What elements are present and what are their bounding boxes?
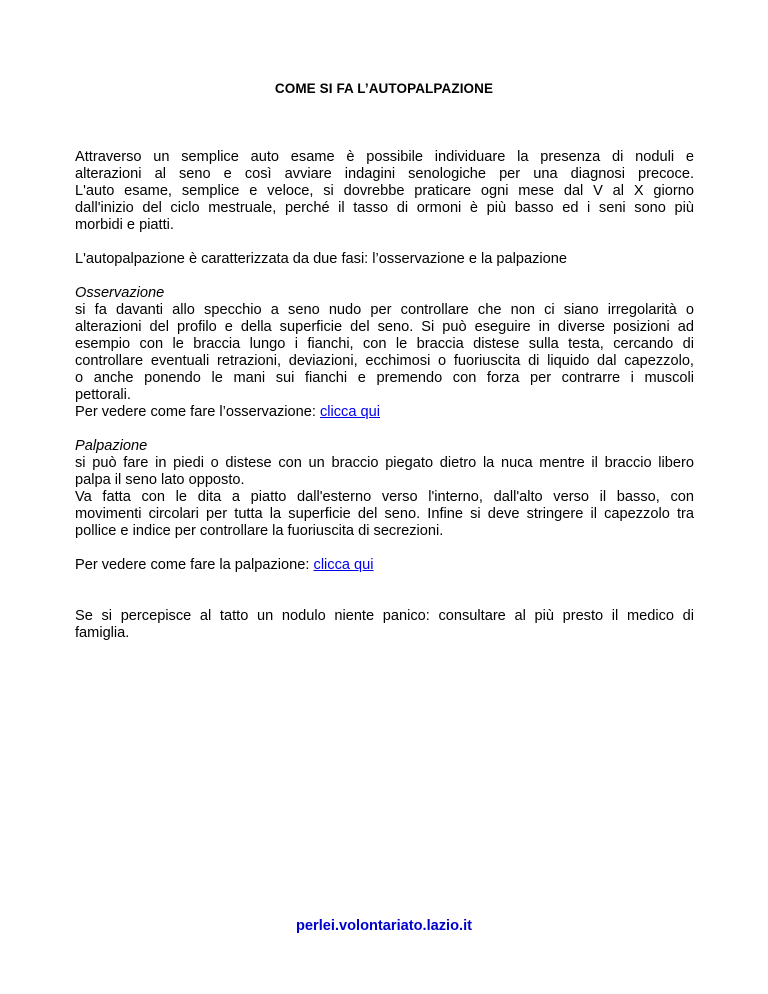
intro-line: alterazioni al seno e così avviare indagini senologiche per una diagnosi precoce. bbox=[75, 166, 694, 182]
closing-paragraph bbox=[75, 608, 694, 642]
observation-line: esempio con le braccia lungo i fianchi, con le braccia distese sulla testa, cercando di bbox=[75, 336, 694, 352]
footer-website: perlei.volontariato.lazio.it bbox=[296, 918, 472, 934]
palpation-line: si può fare in piedi o distese con un braccio piegato dietro la nuca mentre il braccio libero bbox=[75, 455, 694, 471]
palpation-link[interactable]: clicca qui bbox=[313, 557, 374, 573]
page-title: COME SI FA L’AUTOPALPAZIONE bbox=[274, 81, 494, 96]
closing-line: famiglia. bbox=[75, 625, 130, 641]
observation-line: pettorali. bbox=[75, 387, 131, 403]
palpation-link-line bbox=[75, 557, 694, 574]
palpation-heading: Palpazione bbox=[75, 438, 148, 454]
observation-link[interactable]: clicca qui bbox=[319, 404, 380, 420]
intro-line: dall'inizio del ciclo mestruale, perché il tasso di ormoni è più basso ed i seni sono più bbox=[75, 200, 694, 216]
palpation-line: pollice e indice per controllare la fuoriuscita di secrezioni. bbox=[75, 523, 444, 539]
document-body bbox=[75, 149, 694, 642]
palpation-line: Va fatta con le dita a piatto dall'esterno verso l'interno, dall'alto verso il basso, con bbox=[75, 489, 694, 505]
observation-line: si fa davanti allo specchio a seno nudo per controllare che non ci siano irregolarità o bbox=[75, 302, 694, 318]
phases-text: L'autopalpazione è caratterizzata da due fasi: l’osservazione e la palpazione bbox=[75, 251, 567, 267]
observation-section bbox=[75, 285, 694, 421]
closing-line: Se si percepisce al tatto un nodulo niente panico: consultare al più presto il medico di bbox=[75, 608, 694, 624]
palpation-section bbox=[75, 438, 694, 574]
palpation-line: movimenti circolari per tutta la superficie del seno. Infine si deve stringere il capezzolo tra bbox=[75, 506, 694, 522]
intro-paragraph bbox=[75, 149, 694, 234]
observation-heading: Osservazione bbox=[75, 285, 165, 301]
palpation-link-prefix: Per vedere come fare la palpazione: bbox=[75, 557, 314, 573]
observation-line: alterazioni del profilo e della superficie del seno. Si può eseguire in diverse posizioni ad bbox=[75, 319, 694, 335]
intro-line: Attraverso un semplice auto esame è possibile individuare la presenza di noduli e bbox=[75, 149, 694, 165]
observation-link-line bbox=[75, 404, 694, 421]
observation-link-prefix: Per vedere come fare l’osservazione: bbox=[75, 404, 320, 420]
palpation-line: palpa il seno lato opposto. bbox=[75, 472, 245, 488]
observation-line: o anche ponendo le mani sui fianchi e premendo con forza per contrarre i muscoli bbox=[75, 370, 694, 386]
intro-line: L'auto esame, semplice e veloce, si dovrebbe praticare ogni mese dal V al X giorno bbox=[75, 183, 694, 199]
observation-line: controllare eventuali retrazioni, deviazioni, ecchimosi o fuoriuscita di liquido dal capezzolo, bbox=[75, 353, 694, 369]
intro-line: morbidi e piatti. bbox=[75, 217, 174, 233]
